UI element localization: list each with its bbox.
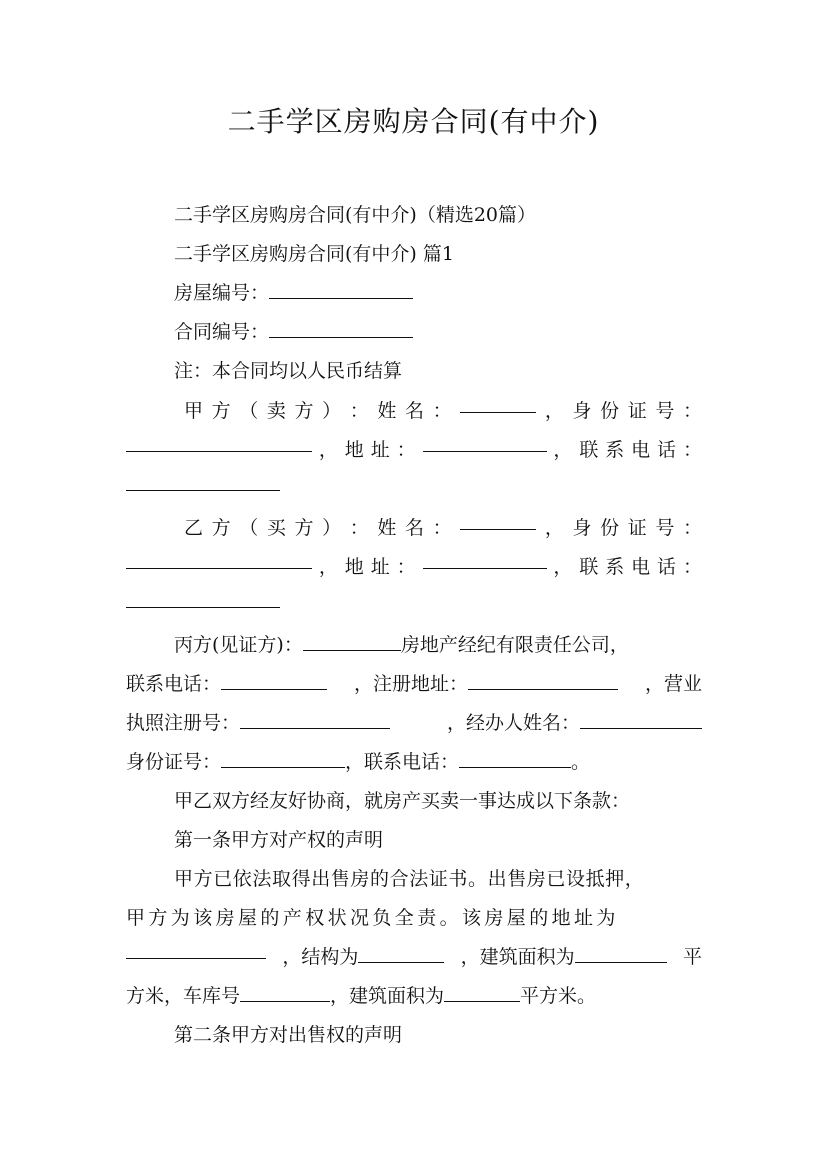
garage-label: 方米，车库号 <box>126 985 241 1007</box>
party-b-char: 地 <box>344 556 364 578</box>
party-a-char: 地 <box>344 439 364 461</box>
party-c-phone2-label: ，联系电话： <box>345 751 460 773</box>
party-b-char: 姓 <box>377 517 397 539</box>
party-b-char: ： <box>432 517 452 539</box>
article-2-title: 第二条甲方对出售权的声明 <box>174 1024 403 1046</box>
party-a-id-blank <box>126 435 312 452</box>
party-b-char: 证 <box>627 517 647 539</box>
house-number-label: 房屋编号： <box>174 282 270 304</box>
party-c-agent-label: ，经办人姓名： <box>446 712 580 734</box>
contract-number-label: 合同编号： <box>174 321 270 343</box>
article-1-line-2: 甲方为该房屋的产权状况负全责。该房屋的地址为 <box>126 907 619 929</box>
party-b-char: 乙 <box>184 517 204 539</box>
party-a-char: 份 <box>600 400 620 422</box>
party-a-line-2 <box>126 435 702 462</box>
party-b-char: 方 <box>294 517 314 539</box>
article-1-line-4 <box>126 981 702 1008</box>
party-a-char: ： <box>682 439 702 461</box>
party-c-id-blank <box>221 751 345 768</box>
party-a-char: ， <box>553 439 573 461</box>
party-a-name-blank <box>460 396 536 413</box>
party-b-char: ， <box>553 556 573 578</box>
party-b-char: 系 <box>605 556 625 578</box>
party-c-license-label: 执照注册号： <box>126 712 241 734</box>
party-c-line-3 <box>126 708 702 735</box>
party-a-char: ， <box>318 439 338 461</box>
party-c-line-2 <box>126 669 702 696</box>
party-b-char: ： <box>349 517 369 539</box>
party-b-char: ） <box>322 517 342 539</box>
party-b-address-blank <box>423 552 547 569</box>
party-c-id-label: 身份证号： <box>126 751 222 773</box>
party-b-char: 话 <box>657 556 677 578</box>
garage-area-label: ，建筑面积为 <box>330 985 445 1007</box>
party-a-char: 甲 <box>184 400 204 422</box>
party-b-char: 联 <box>579 556 599 578</box>
party-c-line-4 <box>126 747 702 774</box>
party-c-business-label: ，营业 <box>644 673 702 695</box>
part-heading: 二手学区房购房合同(有中介) 篇1 <box>174 243 454 265</box>
structure-label: ，结构为 <box>282 946 359 968</box>
party-a-char: 系 <box>605 439 625 461</box>
party-a-line-3 <box>126 474 702 496</box>
area-label: ，建筑面积为 <box>460 946 575 968</box>
party-a-char: ） <box>322 400 342 422</box>
party-b-line-3 <box>126 591 702 613</box>
party-a-char: 方 <box>211 400 231 422</box>
party-a-char: ， <box>544 400 564 422</box>
house-number-blank <box>269 282 413 299</box>
party-a-char: ： <box>396 439 416 461</box>
party-a-char: 名 <box>405 400 425 422</box>
document-title: 二手学区房购房合同(有中介) <box>227 105 600 138</box>
party-c-period: 。 <box>571 751 591 773</box>
party-b-char: 名 <box>405 517 425 539</box>
party-c-label: 丙方(见证方)： <box>174 634 303 656</box>
party-c-line-1 <box>174 630 750 657</box>
structure-blank <box>358 946 444 963</box>
party-b-char: 号 <box>655 517 675 539</box>
contract-number-blank <box>269 321 413 338</box>
party-a-char: 证 <box>627 400 647 422</box>
party-a-char: 电 <box>631 439 651 461</box>
party-b-phone-blank <box>126 591 280 608</box>
party-c-phone-label: 联系电话： <box>126 673 222 695</box>
party-b-char: ： <box>682 556 702 578</box>
party-a-char: ： <box>349 400 369 422</box>
article-1-line-1: 甲方已依法取得出售房的合法证书。出售房已设抵押， <box>174 868 645 890</box>
party-a-char: 话 <box>657 439 677 461</box>
party-a-char: ： <box>682 400 702 422</box>
party-b-char: ， <box>318 556 338 578</box>
contract-number-line <box>174 317 750 344</box>
area-blank <box>575 946 667 963</box>
party-b-id-blank <box>126 552 312 569</box>
party-b-char: ： <box>396 556 416 578</box>
house-address-blank <box>126 942 266 959</box>
party-a-char: 联 <box>579 439 599 461</box>
agreement-intro: 甲乙双方经友好协商，就房产买卖一事达成以下条款： <box>174 790 631 812</box>
area-unit-start: 平 <box>682 946 702 968</box>
party-b-line-2 <box>126 552 702 579</box>
house-number-line <box>174 278 750 305</box>
party-b-line-1 <box>184 513 702 540</box>
party-a-address-blank <box>423 435 547 452</box>
party-c-license-blank <box>240 712 390 729</box>
party-b-char: 址 <box>370 556 390 578</box>
party-a-char: 姓 <box>377 400 397 422</box>
party-a-char: 方 <box>294 400 314 422</box>
party-a-phone-blank <box>126 474 280 491</box>
party-c-company-suffix: 房地产经纪有限责任公司， <box>400 634 629 656</box>
party-c-phone-blank <box>221 673 327 690</box>
party-a-char: 卖 <box>266 400 286 422</box>
party-b-char: 方 <box>211 517 231 539</box>
party-b-char: （ <box>239 517 259 539</box>
party-a-char: （ <box>239 400 259 422</box>
party-b-char: 买 <box>266 517 286 539</box>
party-c-company-blank <box>303 634 401 651</box>
article-1-line-3 <box>126 942 702 969</box>
party-c-address-label: ，注册地址： <box>353 673 468 695</box>
party-a-char: ： <box>432 400 452 422</box>
party-c-phone2-blank <box>459 751 571 768</box>
garage-blank <box>240 985 330 1002</box>
party-a-char: 号 <box>655 400 675 422</box>
article-1-title: 第一条甲方对产权的声明 <box>174 829 384 851</box>
party-a-char: 身 <box>572 400 592 422</box>
party-a-char: 址 <box>370 439 390 461</box>
garage-area-blank <box>444 985 520 1002</box>
garage-area-unit: 平方米。 <box>520 985 597 1007</box>
subtitle: 二手学区房购房合同(有中介)（精选20篇） <box>174 204 537 226</box>
party-b-char: 身 <box>572 517 592 539</box>
currency-note: 注：本合同均以人民币结算 <box>174 360 403 382</box>
party-b-char: ： <box>682 517 702 539</box>
party-c-address-blank <box>468 673 618 690</box>
party-a-line-1 <box>184 396 702 423</box>
party-b-char: 电 <box>631 556 651 578</box>
party-b-name-blank <box>460 513 536 530</box>
party-b-char: 份 <box>600 517 620 539</box>
party-c-agent-blank <box>580 712 702 729</box>
party-b-char: ， <box>544 517 564 539</box>
